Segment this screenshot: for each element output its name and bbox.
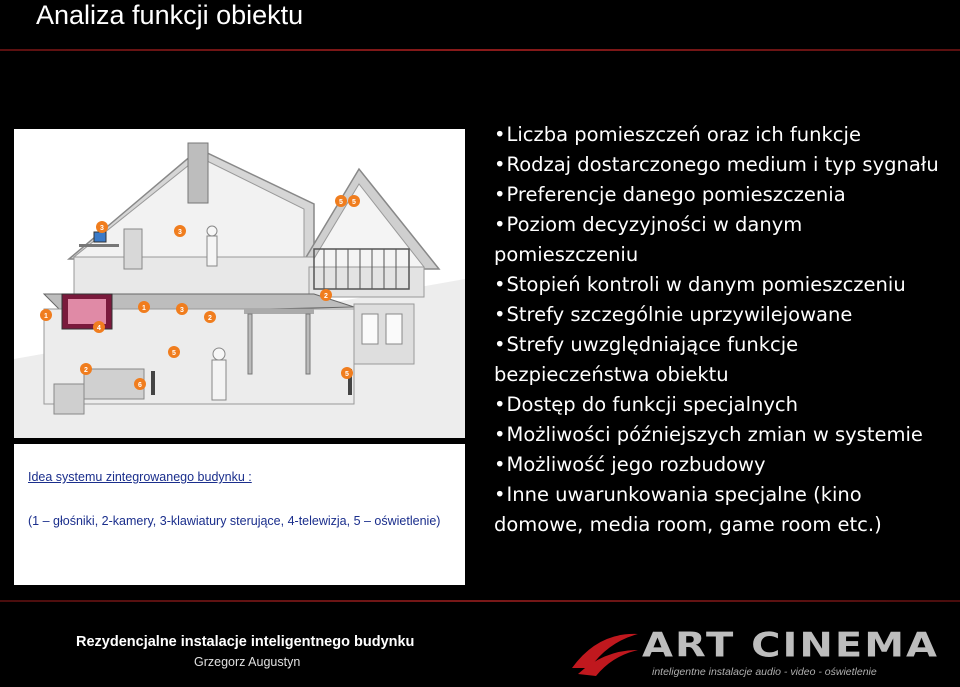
bullet-dot-icon: •	[494, 213, 506, 236]
bullet-list	[494, 120, 944, 540]
marker-label: 3	[178, 229, 182, 236]
house-illustration	[14, 129, 465, 438]
marker-label: 1	[142, 305, 146, 312]
marker-label: 6	[138, 382, 142, 389]
footer-author: Grzegorz Augustyn	[194, 655, 301, 669]
bullet-item: •Strefy uwzględniające funkcje bezpieczeństwa obiektu	[494, 333, 799, 386]
caption-box	[14, 444, 465, 585]
marker-label: 5	[172, 350, 176, 357]
marker-label: 5	[339, 199, 343, 206]
footer-title: Rezydencjalne instalacje inteligentnego budynku	[76, 634, 415, 650]
logo-swoosh-icon	[568, 628, 642, 682]
bullet-item: •Inne uwarunkowania specjalne (kino domowe, media room, game room etc.)	[494, 483, 882, 536]
bullet-dot-icon: •	[494, 153, 506, 176]
marker-label: 5	[352, 199, 356, 206]
bullet-item: •Liczba pomieszczeń oraz ich funkcje	[494, 123, 861, 146]
marker-label: 5	[345, 371, 349, 378]
logo-tagline: inteligentne instalacje audio - video - oświetlenie	[652, 666, 877, 678]
marker-label: 4	[97, 325, 101, 332]
bottom-divider	[0, 600, 960, 602]
marker-label: 2	[84, 367, 88, 374]
top-divider	[0, 49, 960, 51]
bullet-dot-icon: •	[494, 423, 506, 446]
bullet-dot-icon: •	[494, 453, 506, 476]
bullet-dot-icon: •	[494, 303, 506, 326]
bullet-item: •Poziom decyzyjności w danym pomieszczeniu	[494, 213, 803, 266]
marker-label: 3	[180, 307, 184, 314]
bullet-item: •Możliwość jego rozbudowy	[494, 453, 766, 476]
bullet-dot-icon: •	[494, 393, 506, 416]
marker-label: 2	[208, 315, 212, 322]
bullet-item: •Rodzaj dostarczonego medium i typ sygnału	[494, 153, 939, 176]
bullet-item: •Preferencje danego pomieszczenia	[494, 183, 846, 206]
bullet-dot-icon: •	[494, 333, 506, 356]
marker-label: 1	[44, 313, 48, 320]
caption-idea: Idea systemu zintegrowanego budynku :	[28, 470, 252, 484]
art-cinema-logo	[568, 628, 952, 682]
bullet-dot-icon: •	[494, 483, 506, 506]
bullet-item: •Stopień kontroli w danym pomieszczeniu	[494, 273, 906, 296]
bullet-item: •Strefy szczególnie uprzywilejowane	[494, 303, 853, 326]
logo-name: ART CINEMA	[642, 626, 939, 666]
marker-label: 3	[100, 225, 104, 232]
caption-legend: (1 – głośniki, 2-kamery, 3-klawiatury sterujące, 4-telewizja, 5 – oświetlenie)	[28, 514, 441, 528]
bullet-dot-icon: •	[494, 273, 506, 296]
bullet-dot-icon: •	[494, 183, 506, 206]
slide-title: Analiza funkcji obiektu	[36, 0, 304, 30]
marker-label: 2	[324, 293, 328, 300]
bullet-dot-icon: •	[494, 123, 506, 146]
bullet-item: •Możliwości późniejszych zmian w systemie	[494, 423, 923, 446]
bullet-item: •Dostęp do funkcji specjalnych	[494, 393, 798, 416]
